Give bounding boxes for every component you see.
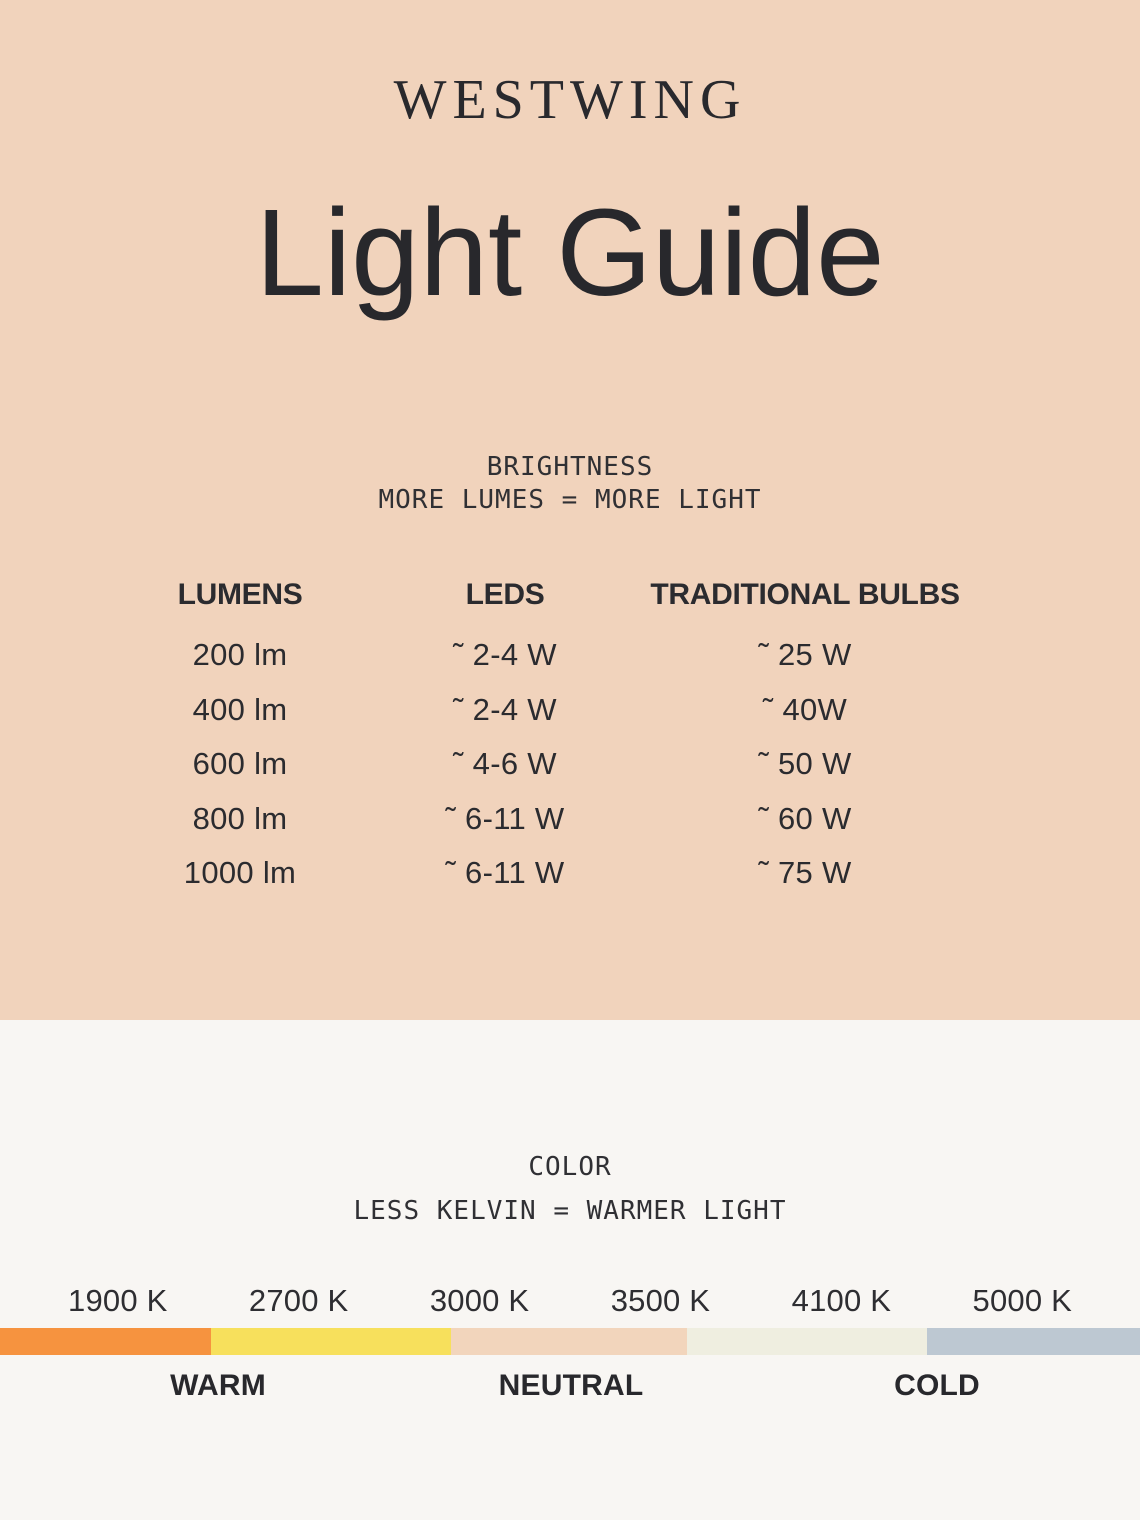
led-watt-value: ˜ 6-11 W — [445, 800, 565, 836]
scale-segment-neutral-tan — [451, 1328, 687, 1355]
temperature-label-cold: COLD — [894, 1369, 980, 1402]
color-heading: COLOR — [528, 1152, 612, 1182]
scale-segment-warm-yellow — [211, 1328, 452, 1355]
brand-logo: WESTWING — [393, 69, 747, 131]
kelvin-labels-row — [0, 1283, 1140, 1319]
kelvin-label: 3000 K — [429, 1283, 530, 1318]
brightness-heading: BRIGHTNESS — [486, 452, 654, 482]
temperature-label-warm: WARM — [170, 1369, 266, 1402]
traditional-watt-value: ˜ 75 W — [758, 855, 852, 891]
traditional-watt-value: ˜ 60 W — [758, 800, 852, 836]
column-header-traditional-bulbs: TRADITIONAL BULBS — [650, 578, 960, 611]
kelvin-label: 5000 K — [972, 1283, 1072, 1318]
brightness-subheading: MORE LUMES = MORE LIGHT — [378, 485, 762, 515]
lumen-table-body — [115, 628, 965, 901]
traditional-watt-value: ˜ 40W — [762, 691, 848, 727]
lumens-value: 400 lm — [192, 691, 288, 727]
led-watt-value: ˜ 2-4 W — [453, 637, 557, 673]
lumens-value: 200 lm — [192, 637, 288, 673]
lumens-value: 600 lm — [192, 746, 288, 782]
led-watt-value: ˜ 2-4 W — [453, 691, 557, 727]
kelvin-label: 4100 K — [791, 1283, 892, 1318]
kelvin-label: 1900 K — [68, 1283, 168, 1318]
led-watt-value: ˜ 6-11 W — [445, 855, 565, 891]
color-subheading: LESS KELVIN = WARMER LIGHT — [353, 1196, 787, 1226]
column-header-lumens: LUMENS — [177, 578, 303, 611]
lumens-value: 1000 lm — [183, 855, 297, 891]
lumens-value: 800 lm — [192, 800, 288, 836]
kelvin-label: 3500 K — [610, 1283, 711, 1318]
page-title: Light Guide — [255, 185, 885, 322]
scale-segment-cold-blue — [927, 1328, 1140, 1355]
column-header-leds: LEDS — [465, 578, 545, 611]
led-watt-value: ˜ 4-6 W — [453, 746, 557, 782]
kelvin-scale-bar — [0, 1328, 1140, 1355]
color-section — [0, 1020, 1140, 1520]
scale-segment-neutral-cream — [687, 1328, 926, 1355]
traditional-watt-value: ˜ 25 W — [758, 637, 852, 673]
temperature-label-neutral: NEUTRAL — [498, 1369, 644, 1402]
lumen-table-header — [115, 578, 965, 612]
scale-segment-warm-orange — [0, 1328, 211, 1355]
kelvin-label: 2700 K — [248, 1283, 349, 1318]
traditional-watt-value: ˜ 50 W — [758, 746, 852, 782]
